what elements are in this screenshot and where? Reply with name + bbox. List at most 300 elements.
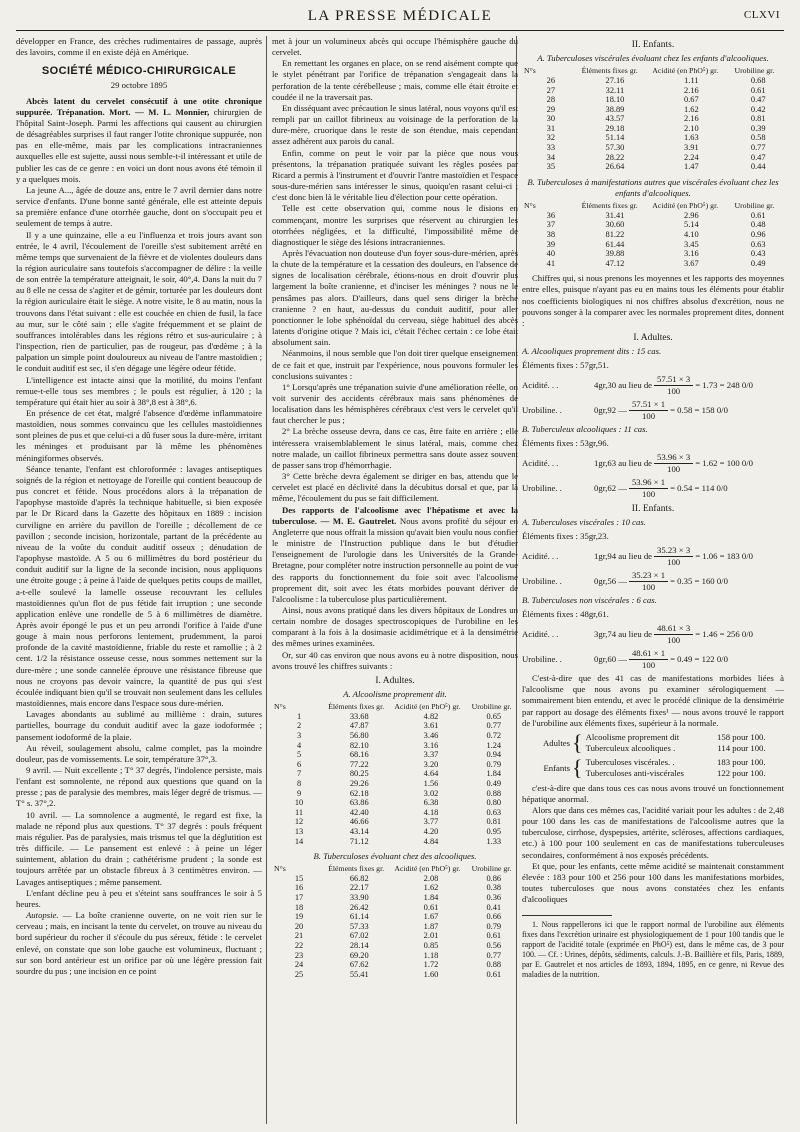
table-header-cell: N°s: [524, 66, 536, 76]
table-cell: 0.68: [750, 75, 766, 85]
table-row: [522, 162, 784, 172]
fraction-denominator: 100: [642, 582, 656, 593]
table-cell: 40: [546, 249, 555, 259]
calc-result: = 1.06 = 183 0/0: [695, 550, 754, 561]
table-cell: 29.18: [605, 123, 625, 133]
table-cell: 2.96: [684, 210, 699, 220]
table-cell: 1.47: [684, 162, 699, 172]
table-cell: 5.14: [684, 220, 699, 230]
brace-items: [586, 757, 766, 779]
table-cell: 0.43: [750, 249, 766, 259]
table-cell: 3.02: [423, 788, 439, 798]
calc-row: [522, 623, 784, 646]
column-rule-1: [266, 36, 267, 1124]
fraction-denominator: 100: [642, 660, 656, 670]
table-row: [522, 240, 784, 250]
table-row: [272, 874, 518, 884]
fraction-numerator: 57.51 × 3: [654, 374, 693, 386]
calc-result: = 1.62 = 100 0/0: [695, 457, 754, 468]
paragraph: 9 avril. — Nuit excellente ; T° 37 degrés, l'indolence persiste, mais l'enfant est somnolente, ne répond aux questions que quand on la presse ; pas de paralysie des membres, mais léger degré de trismus. — T° s. 37°,2.: [16, 765, 262, 809]
table-cell: 0.42: [750, 104, 766, 114]
fraction: [654, 623, 693, 646]
table-cell: 26.64: [605, 162, 625, 172]
table-cell: 0.96: [750, 229, 766, 239]
brace-symbol: {: [572, 730, 583, 756]
paragraph: L'intelligence est intacte ainsi que la motilité, du moins l'enfant remue-t-elle tous ses membres ; le pouls est régulier, à 120 ; la température qui était hier au soir à 38°,8 est à 38°,6.: [16, 374, 262, 407]
table-row: [272, 893, 518, 903]
fraction-numerator: 35.23 × 1: [629, 570, 668, 582]
fraction: [629, 570, 668, 593]
table-cell: 18: [294, 902, 304, 912]
table-row: [272, 827, 518, 837]
table-cell: 80.25: [349, 769, 369, 779]
table-cell: 1.87: [423, 921, 439, 931]
table-cell: 43.14: [349, 826, 369, 836]
table-cell: 11: [295, 807, 304, 817]
table-cell: 0.88: [486, 960, 502, 970]
table-cell: 30.60: [605, 220, 625, 230]
summary-b-fixed: Éléments fixes : 53gr,96.: [522, 438, 609, 449]
table-cell: 4.10: [684, 229, 699, 239]
table-cell: 25: [294, 969, 304, 979]
table-cell: 0.48: [750, 220, 766, 230]
table-cell: 47.12: [605, 258, 625, 268]
table-row: [522, 133, 784, 143]
table-cell: 1.84: [423, 893, 439, 903]
table-header-cell: N°s: [524, 201, 536, 211]
table-row: [522, 114, 784, 124]
table-cell: 35: [546, 162, 555, 172]
table-ea-title: A. Tuberculoses viscérales évoluant chez les enfants d'alcooliques.: [537, 53, 769, 64]
table-cell: 0.77: [486, 721, 502, 731]
table-row: [522, 249, 784, 259]
calc-value: 0gr,56 —: [594, 575, 627, 586]
table-header-cell: Éléments fixes gr.: [581, 66, 638, 76]
table-cell: 36: [546, 210, 555, 220]
ratio-label: Alcoolisme proprement dit: [585, 731, 680, 742]
table-cell: 3.16: [684, 249, 699, 259]
table-cell: 0.61: [750, 85, 766, 95]
children-title: II. Enfants.: [631, 40, 675, 50]
table-cell: 4.82: [423, 711, 439, 721]
table-cell: 4.20: [423, 826, 439, 836]
paragraph: met à jour un volumineux abcès qui occupe l'hémisphère gauche du cervelet.: [272, 36, 518, 58]
calc-value: 1gr,94 au lieu de: [594, 550, 653, 561]
brace-label: Enfants: [543, 762, 570, 773]
table-cell: 32: [546, 133, 555, 143]
table-row: [272, 903, 518, 913]
ratio-row: [586, 768, 766, 779]
table-cell: 1.62: [423, 883, 439, 893]
table-cell: 33: [546, 143, 555, 153]
paragraph: En remettant les organes en place, on se rend aisément compte que le stylet pénétrant par l'orifice de trépanation s'engageait dans la perforation de la tente cérébelleuse ; mais, comme elle était étroite et coudée il ne la traversait pas.: [272, 58, 518, 102]
calc-value: 0gr,62 —: [594, 482, 627, 493]
fraction-denominator: 100: [642, 488, 656, 499]
table-cell: 16: [294, 883, 304, 893]
table-row: [272, 808, 518, 818]
table-cell: 37: [546, 220, 555, 230]
table-cell: 42.40: [349, 807, 369, 817]
report-text: Nous avons profité du séjour en Angleterre que nous offrait la mission qu'avait bien voulu nous confier le ministre de l'Instruction publique dans le but d'étudier l'enseignement de l'urologie dans les Universités de la Grande-Bretagne, pour compléter notre instruction personnelle au point de vue des rapports du fonctionnement du foie soit avec l'alcoolisme proprement dit, soit avec les états morbides pouvant dériver de l'alcoolisme : la tuberculose plus particulièrement.: [272, 515, 518, 604]
autopsy-text: — La boîte cranienne ouverte, on ne voit rien sur le cerveau ; mais, en incisant la tente du cervelet, on trouve au niveau du bord supérieur du rocher il s'écoule du pus séreux, fétide : le cervelet enlevé, on constate que son lobe gauche est volumineux, fluctuant ; sur son bord antérieur est un orifice par où une légère pression fait sourdre du pus ; une incision en ce point: [16, 910, 262, 976]
ratio-label: Tuberculeux alcooliques .: [585, 743, 676, 754]
table-cell: 29: [546, 104, 555, 114]
calc-row: [522, 648, 784, 671]
table-cell: 0.79: [486, 759, 502, 769]
table-cell: 0.80: [486, 798, 502, 808]
table-cell: 55.41: [349, 969, 369, 979]
table-cell: 3.61: [423, 721, 439, 731]
table-header-cell: Acidité (en PhO⁵) gr.: [394, 864, 461, 874]
session-date: 29 octobre 1895: [110, 80, 168, 91]
footnote-rule: [522, 915, 612, 916]
fraction-numerator: 48.61 × 3: [654, 623, 693, 635]
calc-value: 0gr,92 —: [594, 404, 627, 415]
adults-title: I. Adultes.: [375, 675, 415, 686]
table-cell: 0.66: [486, 912, 502, 922]
calc-row: [522, 477, 784, 500]
table-cell: 15: [294, 873, 304, 883]
fraction-numerator: 35.23 × 3: [654, 545, 693, 557]
table-cell: 0.44: [750, 162, 766, 172]
table-cell: 18.10: [605, 95, 625, 105]
ratio-row: [586, 732, 766, 743]
table-cell: 82.10: [349, 740, 369, 750]
brace-group-adults: [532, 732, 784, 754]
table-cell: 2.08: [423, 873, 439, 883]
table-row: [272, 798, 518, 808]
fraction-numerator: 48.61 × 1: [629, 648, 668, 660]
table-cell: 2: [296, 721, 302, 731]
fraction: [629, 399, 668, 422]
table-row: [522, 211, 784, 221]
table-cell: 3.45: [684, 239, 699, 249]
calc-row: [522, 399, 784, 422]
calc-label: Acidité. . .: [522, 628, 559, 639]
table-row: [272, 741, 518, 751]
table-cell: 5: [296, 750, 302, 760]
ratio-label: Tuberculoses viscérales. .: [585, 757, 675, 768]
table-header-cell: Éléments fixes gr.: [328, 864, 385, 874]
table-cell: 29.26: [349, 778, 369, 788]
table-row: [272, 789, 518, 799]
paragraph: En présence de cet état, malgré l'absence d'œdème inflammatoire mastoïdien, nous sommes convaincu que les cellules mastoïdiennes sont pleines de pus et que celui-ci a dû fuser sous la dure-mère, irritant les méninges et produisant par là même les phénomènes méningiformes observés.: [16, 408, 262, 463]
paragraph: 3° Cette brèche devra également se diriger en bas, attendu que le cervelet est placé en déclivité dans la décubitus dorsal et que, par là même, l'écoulement du pus se fait difficilement.: [272, 471, 518, 504]
report-heading: Des rapports de l'alcoolisme avec l'hépatisme et avec la tuberculose.: [272, 504, 518, 526]
column-3: [522, 36, 784, 1126]
table-cell: 6.38: [423, 798, 439, 808]
table-cell: 28.22: [605, 152, 625, 162]
paragraph: En disséquant avec précaution le sinus latéral, nous voyons qu'il est rempli par un caillot fibrineux au voisinage de la perforation de la dure-mère, cruorique dans le reste de son étendue, mais cependant assez adhérent aux parois du canal.: [272, 102, 518, 147]
calc-label: Urobiline. .: [522, 482, 562, 493]
calc-result: = 0.49 = 122 0/0: [670, 653, 728, 664]
summary-d-title: B. Tuberculoses non viscérales : 6 cas.: [522, 595, 657, 606]
table-row: [272, 760, 518, 770]
table-cell: 2.24: [684, 152, 699, 162]
table-cell: 4: [296, 740, 302, 750]
fraction: [629, 648, 668, 671]
table-cell: 2.16: [684, 85, 699, 95]
calc-value: 3gr,74 au lieu de: [594, 628, 653, 639]
calc-label: Acidité. . .: [522, 379, 559, 390]
table-cell: 1.33: [486, 836, 502, 846]
summary-c-fixed: Éléments fixes : 35gr,23.: [522, 531, 609, 542]
table-cell: 0.67: [684, 95, 699, 105]
table-row: [272, 769, 518, 779]
table-cell: 7: [296, 769, 302, 779]
fraction-denominator: 100: [667, 463, 681, 474]
fraction: [654, 374, 693, 397]
table-cell: 38: [546, 229, 555, 239]
table-a-title: A. Alcoolisme proprement dit.: [343, 689, 447, 700]
table-cell: 4.84: [423, 836, 439, 846]
calc-value: 0gr,60 —: [594, 653, 627, 664]
table-row: [272, 779, 518, 789]
table-cell: 57.30: [605, 143, 625, 153]
table-row: [272, 951, 518, 961]
summary-d-fixed: Éléments fixes : 48gr,61.: [522, 609, 609, 620]
table-cell: 4.18: [423, 807, 439, 817]
table-cell: 0.79: [486, 921, 502, 931]
brace-items: [586, 732, 766, 754]
summary-c-title: A. Tuberculoses viscérales : 10 cas.: [522, 517, 646, 528]
table-row: [272, 837, 518, 847]
table-cell: 67.62: [349, 960, 369, 970]
table-header-cell: N°s: [274, 702, 286, 712]
footnote: 1. Nous rappellerons ici que le rapport normal de l'urobiline aux éléments fixes dans l'excrétion urinaire est physiologiquement de 1 pour 100 tandis que le rapport de l'acidité totale (exprimée en PhO⁵) est, dans le même cas, de 3 pour 100. — Cf. : Urines, dépôts, sédiments, calculs. J.-B. Baillière et fils, Paris, 1889, par E. Gautrelet et nos articles de 1893, 1894, 1895, en ce genre, ni Revue des maladies de la nutrition.: [522, 920, 784, 980]
table-row: [522, 105, 784, 115]
ratio-row: [586, 743, 766, 754]
ratio-value: 158 pour 100.: [717, 731, 766, 742]
table-cell: 31.41: [605, 210, 625, 220]
table-row: [272, 912, 518, 922]
table-cell: 1: [296, 711, 302, 721]
table-header-cell: Éléments fixes gr.: [581, 201, 638, 211]
calc-row: [522, 570, 784, 593]
paragraph: Alors que dans ces mêmes cas, l'acidité variait pour les adultes : de 2,48 pour 100 dans les cas de manifestations de l'alcoolisme autres que la tuberculose, cirrhose, dyspepsies, artérite, scléroses, affections cardiaques, etc.) à 100 pour 100 seulement en cas de manifestations tuberculeuses secondaires, conformément à nos exposés précédents.: [522, 804, 784, 860]
table-cell: 46.66: [349, 817, 369, 827]
report-paragraph: [272, 505, 518, 605]
table-cell: 47.87: [349, 721, 369, 731]
table-cell: 56.80: [349, 731, 369, 740]
table-cell: 0.38: [486, 883, 502, 893]
paragraph: Or, sur 40 cas environ que nous avons eu à notre disposition, nous avons trouvé les chiffres suivants :: [272, 649, 518, 671]
table-cell: 2.01: [423, 931, 439, 941]
ratio-label: Tuberculoses anti-viscérales: [585, 768, 684, 779]
table-row: [522, 143, 784, 153]
ratio-value: 183 pour 100.: [717, 757, 766, 768]
ratio-value: 114 pour 100.: [717, 743, 766, 754]
table-cell: 3.46: [423, 731, 439, 740]
table-cell: 62.18: [349, 788, 369, 798]
paragraph: Enfin, comme on peut le voir par la pièce que nous vous présentons, la trépanation pratiquée suivant les règles posées par Ricard a permis à l'instrument et d'ouvrir l'antre mastoïdien et l'espace sous-dure-mérien sans intéresser le sinus, quoiqu'en rasant celui-ci ; c'est donc bien là le véritable lieu d'élection pour cette opération.: [272, 147, 518, 203]
page-folio: CLXVI: [743, 9, 780, 21]
calc-row: [522, 545, 784, 568]
table-cell: 20: [294, 921, 304, 931]
fraction-numerator: 53.96 × 3: [654, 452, 693, 464]
table-cell: 0.65: [486, 711, 502, 721]
table-row: [522, 124, 784, 134]
table-cell: 19: [294, 912, 304, 922]
table-cell: 0.56: [486, 941, 502, 951]
paragraph: Au réveil, soulagement absolu, calme complet, pas la moindre douleur, pas de vomissements. Le soir, température 37°,3.: [16, 742, 262, 764]
paragraph: Chiffres qui, si nous prenons les moyennes et les rapports des moyennes entre elles, puisque n'ayant pas eu en mains tous les éléments pour établir nos coefficients biologiques ni nos chiffres absolus d'excrétion, nous ne pouvons songer à la comparer avec les normales proprement dites, donnent :: [522, 273, 784, 328]
table-header-cell: Urobiline gr.: [734, 201, 775, 211]
table-cell: 33.90: [349, 893, 369, 903]
table-cell: 0.39: [750, 123, 766, 133]
table-cell: 10: [294, 798, 304, 808]
table-cell: 21: [294, 931, 304, 941]
table-eb-title: B. Tuberculoses à manifestations autres que viscérales évoluant chez les enfants d'alcooliques.: [527, 176, 779, 198]
table-cell: 41: [546, 258, 555, 268]
table-row: [522, 220, 784, 230]
table-cell: 3.16: [423, 740, 439, 750]
table-cell: 69.20: [349, 950, 369, 960]
calc-row: [522, 452, 784, 475]
calc-label: Urobiline. .: [522, 404, 562, 415]
table-cell: 1.60: [423, 969, 439, 979]
calc-value: 1gr,63 au lieu de: [594, 457, 653, 468]
table-cell: 32.11: [605, 85, 625, 95]
table-b-title: B. Tuberculoses évoluant chez des alcooliques.: [313, 851, 477, 862]
table-row: [272, 750, 518, 760]
table-cell: 27.16: [605, 75, 625, 85]
paragraph: 2° La brèche osseuse devra, dans ce cas, être faite en arrière ; elle intéressera vraisemblablement le sinus latéral, mais, comme chez notre malade, un caillot fibrineux permettra sans doute assez souvent de passer sans trop d'hémorrhagie.: [272, 426, 518, 470]
table-tuberculoses-alcooliques: [272, 865, 518, 979]
summary-children-title: II. Enfants.: [631, 504, 675, 515]
table-cell: 0.94: [486, 750, 502, 760]
table-cell: 1.67: [423, 912, 439, 922]
case-heading: Abcès latent du cervelet consécutif à une otite chronique suppurée. Trépanation. Mort.: [16, 95, 262, 117]
table-cell: 12: [294, 817, 304, 827]
calc-result: = 0.35 = 160 0/0: [670, 575, 728, 586]
calc-label: Acidité. . .: [522, 550, 559, 561]
intro-paragraph: développer en France, des crèches rudimentaires de passage, auprès des lavoirs, comme il en existe déjà en Amérique.: [16, 36, 262, 58]
table-cell: 34: [546, 152, 555, 162]
fraction-denominator: 100: [667, 556, 681, 567]
fraction-denominator: 100: [667, 385, 681, 396]
table-enfants-autres: [522, 202, 784, 268]
table-cell: 3.67: [684, 258, 699, 268]
table-cell: 51.14: [605, 133, 625, 143]
ratio-row: [586, 757, 766, 768]
table-cell: 2.10: [684, 123, 699, 133]
table-cell: 0.47: [750, 95, 766, 105]
table-cell: 14: [294, 836, 304, 846]
table-cell: 38.89: [605, 104, 625, 114]
table-cell: 81.22: [605, 229, 625, 239]
case-author: — M. L. Monnier,: [135, 106, 210, 117]
table-header-cell: Acidité (en PhO⁵) gr.: [394, 702, 461, 712]
table-header-cell: Acidité (en PhO⁵) gr.: [652, 201, 719, 211]
case-paragraph: [16, 96, 262, 185]
column-1: [16, 36, 262, 1126]
table-cell: 0.61: [423, 902, 439, 912]
paragraph: Et que, pour les enfants, cette même acidité se maintenait constamment élevée : 183 pour 100 et 256 pour 100 dans les manifestations morbides, toutes tuberculoses que nous avons constatées chez les enfants d'alcooliques: [522, 860, 784, 905]
table-cell: 0.81: [486, 817, 502, 827]
table-cell: 1.24: [486, 740, 502, 750]
summary-a-fixed: Éléments fixes : 57gr,51.: [522, 360, 609, 371]
table-cell: 28.14: [349, 941, 369, 951]
summary-b-title: B. Tuberculeux alcooliques : 11 cas.: [522, 424, 648, 435]
table-cell: 0.58: [750, 133, 766, 143]
table-cell: 71.12: [349, 836, 369, 846]
table-cell: 28: [546, 95, 555, 105]
table-cell: 22.17: [349, 883, 369, 893]
calc-result: = 1.46 = 256 0/0: [695, 628, 754, 639]
ratio-summary: [522, 732, 784, 780]
table-row: [272, 970, 518, 980]
fraction: [654, 545, 693, 568]
table-row: [522, 76, 784, 86]
paragraph: La jeune A..., âgée de douze ans, entre le 7 avril dernier dans notre service d'enfants. D'une bonne santé générale, elle est atteinte depuis sa première enfance d'une otorrhée gauche, dont on s'occupait peu et seulement de temps à autre.: [16, 184, 262, 229]
table-cell: 24: [294, 960, 304, 970]
table-cell: 66.82: [349, 873, 369, 883]
table-header-cell: Urobiline gr.: [471, 864, 512, 874]
paragraph: c'est-à-dire que dans tous ces cas nous avons trouvé un fonctionnement hépatique anormal.: [522, 782, 784, 804]
table-row: [272, 941, 518, 951]
table-cell: 57.33: [349, 921, 369, 931]
autopsy-paragraph: [16, 910, 262, 977]
table-row: [522, 230, 784, 240]
table-cell: 0.61: [486, 931, 502, 941]
table-cell: 61.44: [605, 239, 625, 249]
table-cell: 3.77: [423, 817, 439, 827]
table-header-cell: Éléments fixes gr.: [328, 702, 385, 712]
calc-row: [522, 374, 784, 397]
table-row: [272, 817, 518, 827]
table-cell: 0.95: [486, 826, 502, 836]
ratio-value: 122 pour 100.: [717, 768, 766, 779]
table-cell: 0.63: [486, 807, 502, 817]
table-cell: 0.85: [423, 941, 439, 951]
paragraph: L'enfant décline peu à peu et s'éteint sans souffrances le soir à 5 heures.: [16, 887, 262, 909]
brace-label: Adultes: [542, 737, 570, 748]
table-row: [522, 86, 784, 96]
journal-title: LA PRESSE MÉDICALE: [307, 8, 493, 24]
table-cell: 1.84: [486, 769, 502, 779]
table-cell: 0.63: [750, 239, 766, 249]
table-row: [272, 960, 518, 970]
table-cell: 33.68: [349, 711, 369, 721]
table-row: [272, 883, 518, 893]
table-cell: 1.63: [684, 133, 699, 143]
table-cell: 0.47: [750, 152, 766, 162]
table-cell: 13: [294, 826, 304, 836]
table-header-cell: N°s: [274, 864, 286, 874]
table-cell: 43.57: [605, 114, 625, 124]
calc-result: = 0.58 = 158 0/0: [670, 404, 728, 415]
paragraph: Telle est cette observation qui, comme nous le disions en commençant, montre les surprises que réservent au chirurgien les otorrhées négligées, et la difficulté, l'impossibilité même de diagnostiquer le siège des lésions intracraniennes.: [272, 203, 518, 247]
table-cell: 0.88: [486, 788, 502, 798]
paragraph: Après l'évacuation non douteuse d'un foyer sous-dure-mérien, après la chute de la température et la cessation des douleurs, en l'absence de signes de localisation cérébrale, étions-nous en droit d'ouvrir plus largement la boîte cranienne, et d'inciser les méninges ? nous ne le pensâmes pas alors. D'ailleurs, dans quel sens diriger la brèche cranienne ? en haut, au-dessus du conduit auditif, pour aller ponctionner le lobe sphénoïdal du cerveau, siège habituel des abcès latents d'origine otique ? Mais ici, c'était l'échec certain : ce lobe était absolument sain.: [272, 247, 518, 348]
table-cell: 1.72: [423, 960, 439, 970]
paragraph: 1° Lorsqu'après une trépanation suivie d'une amélioration réelle, on voit survenir des accidents cérébraux mais sans phénomènes de localisation dans les hémisphères cérébraux c'est vers le cervelet qu'il faut chercher le pus ;: [272, 381, 518, 426]
table-row: [272, 712, 518, 722]
table-cell: 1.11: [684, 75, 699, 85]
table-enfants-viscerales: [522, 67, 784, 172]
fraction-numerator: 53.96 × 1: [629, 477, 668, 489]
fraction: [629, 477, 668, 500]
brace-group-children: [532, 757, 784, 779]
paragraph: Lavages abondants au sublimé au millième : drain, sutures partielles, bourrage du conduit auditif avec la gaze iodoformée ; pansement iodoformé de la plaie.: [16, 709, 262, 742]
table-cell: 39.88: [605, 249, 625, 259]
table-cell: 1.56: [423, 778, 439, 788]
fraction-numerator: 57.51 × 1: [629, 399, 668, 411]
table-cell: 31: [546, 123, 555, 133]
table-cell: 4.64: [423, 769, 439, 779]
table-row: [272, 731, 518, 741]
